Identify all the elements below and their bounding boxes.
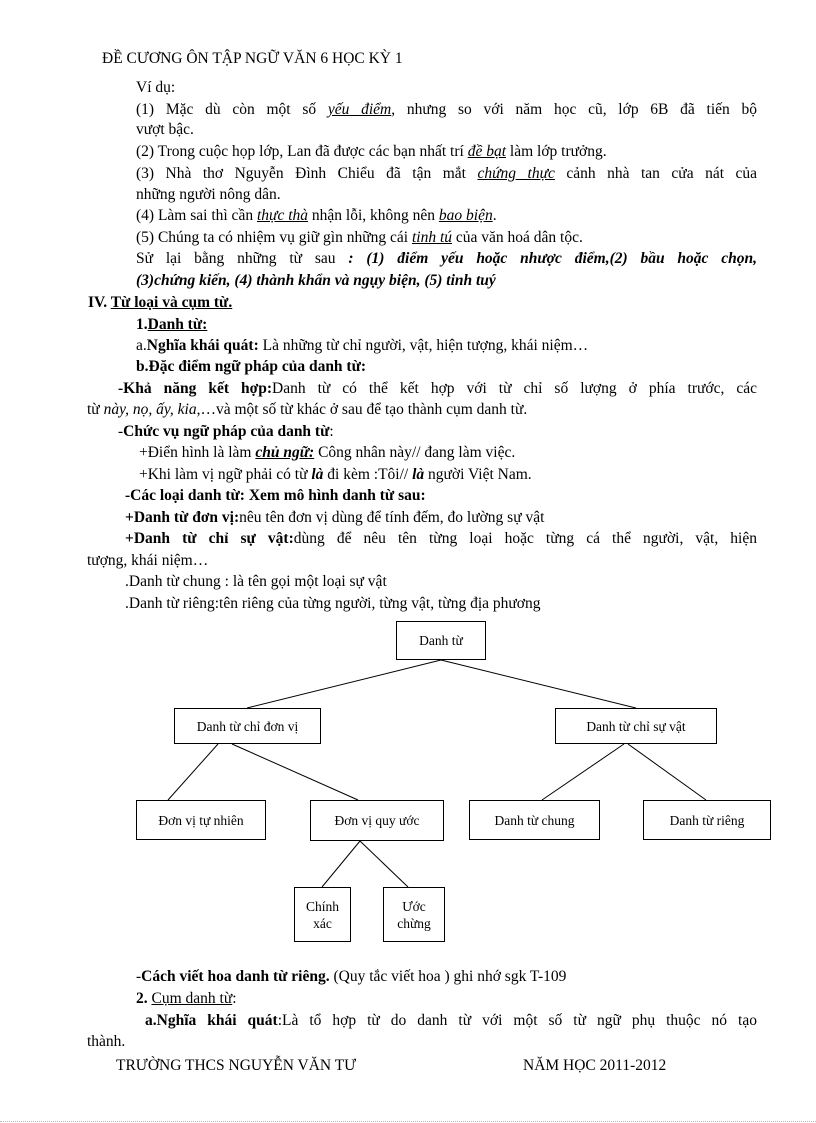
proper-noun-def: .Danh từ riêng:tên riêng của từng người, từng vật, từng địa phương (125, 595, 541, 612)
correction-line: Sử lại bằng những từ sau : (1) điểm yếu hoặc nhược điểm,(2) bầu hoặc chọn, (136, 250, 757, 267)
connector-conventional-approx (360, 841, 408, 887)
thing-noun-def: +Danh từ chỉ sự vật:dùng để nêu tên từng loại hoặc từng cá thể người, vật, hiện (125, 530, 757, 547)
example-1: (1) Mặc dù còn một số yếu điểm, nhưng so với năm học cũ, lớp 6B đã tiến bộ (136, 101, 757, 118)
diagram-exact-node: Chính xác (294, 887, 351, 942)
diagram-conventional-unit-node: Đơn vị quy ước (310, 800, 444, 841)
noun-combination: -Khả năng kết hợp:Danh từ có thể kết hợp với từ chỉ số lượng ở phía trước, các (118, 380, 757, 397)
examples-label: Ví dụ: (136, 79, 176, 96)
section-iv-heading: IV. Từ loại và cụm từ. (88, 294, 233, 311)
example-1-cont: vượt bậc. (136, 121, 194, 138)
noun-phrase-meaning: a.Nghĩa khái quát:Là tổ hợp từ do danh từ với một số từ ngữ phụ thuộc nó tạo (145, 1012, 757, 1029)
diagram-approx-node: Ước chừng (383, 887, 445, 942)
example-5-word: tinh tú (411, 229, 452, 246)
example-1-word: yếu điểm (327, 101, 392, 118)
connector-thing-common (542, 744, 624, 800)
diagram-common-noun-node: Danh từ chung (469, 800, 600, 840)
footer-year: NĂM HỌC 2011-2012 (523, 1057, 667, 1074)
page-title: ĐỀ CƯƠNG ÔN TẬP NGỮ VĂN 6 HỌC KỲ 1 (102, 50, 403, 67)
example-3-word: chứng thực (477, 165, 555, 182)
connector-unit-natural (168, 744, 218, 800)
connector-unit-conventional (232, 744, 358, 800)
diagram-thing-node: Danh từ chỉ sự vật (555, 708, 717, 744)
noun-combination-cont: từ này, nọ, ấy, kia,…và một số từ khác ở sau để tạo thành cụm danh từ. (87, 401, 528, 418)
connector-conventional-exact (322, 841, 360, 887)
thing-noun-def-cont: tượng, khái niệm… (87, 552, 209, 569)
noun-heading: 1.Danh từ: (136, 316, 208, 333)
connector-root-unit (247, 660, 441, 708)
noun-function-subject: +Điển hình là làm chủ ngữ: Công nhân này// đang làm việc. (139, 444, 516, 461)
noun-types-heading: -Các loại danh từ: Xem mô hình danh từ sau: (125, 487, 426, 504)
noun-function-predicate: +Khi làm vị ngữ phải có từ là đi kèm :Tôi// là người Việt Nam. (139, 466, 532, 483)
noun-function-heading: -Chức vụ ngữ pháp của danh từ: (118, 423, 334, 440)
example-2: (2) Trong cuộc họp lớp, Lan đã được các bạn nhất trí đề bạt làm lớp trưởng. (136, 143, 607, 160)
common-noun-def: .Danh từ chung : là tên gọi một loại sự vật (125, 573, 387, 590)
diagram-unit-node: Danh từ chỉ đơn vị (174, 708, 321, 744)
example-3-cont: những người nông dân. (136, 186, 281, 203)
diagram-proper-noun-node: Danh từ riêng (643, 800, 771, 840)
unit-noun-def: +Danh từ đơn vị:nêu tên đơn vị dùng để tính đếm, đo lường sự vật (125, 509, 545, 526)
example-4-word-1: thực thà (256, 207, 309, 224)
noun-meaning: a.Nghĩa khái quát: Là những từ chỉ người, vật, hiện tượng, khái niệm… (136, 337, 589, 354)
example-5: (5) Chúng ta có nhiệm vụ giữ gìn những cái tinh tú của văn hoá dân tộc. (136, 229, 583, 246)
noun-phrase-meaning-cont: thành. (87, 1033, 126, 1050)
diagram-root-node: Danh từ (396, 621, 486, 660)
noun-grammar-heading: b.Đặc điểm ngữ pháp của danh từ: (136, 358, 367, 375)
proper-noun-capitalization: -Cách viết hoa danh từ riêng. (Quy tắc viết hoa ) ghi nhớ sgk T-109 (136, 968, 567, 985)
example-4: (4) Làm sai thì cần thực thà nhận lỗi, không nên bao biện. (136, 207, 497, 224)
diagram-natural-unit-node: Đơn vị tự nhiên (136, 800, 266, 840)
example-4-word-2: bao biện (438, 207, 493, 224)
noun-phrase-heading: 2. Cụm danh từ: (136, 990, 237, 1007)
example-2-word: đề bạt (467, 143, 507, 160)
example-3: (3) Nhà thơ Nguyễn Đình Chiểu đã tận mắt chứng thực cảnh nhà tan cửa nát của (136, 165, 757, 182)
connector-root-thing (441, 660, 636, 708)
connector-thing-proper (628, 744, 706, 800)
footer-school: TRƯỜNG THCS NGUYỄN VĂN TƯ (116, 1057, 357, 1074)
page-bottom-divider (0, 1121, 816, 1122)
correction-line-cont: (3)chứng kiến, (4) thành khẩn và ngụy biện, (5) tinh tuý (136, 272, 496, 289)
